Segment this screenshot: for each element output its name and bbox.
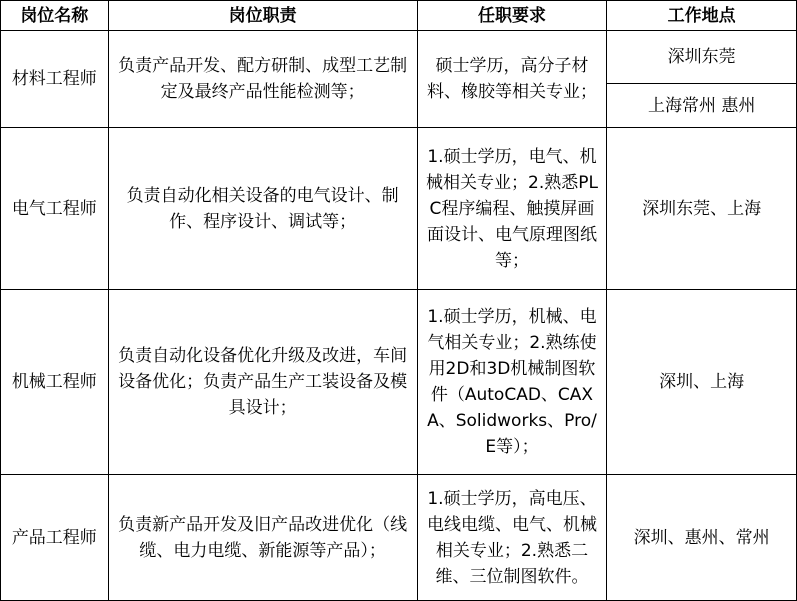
header-requirement: 任职要求 <box>417 1 607 31</box>
job-duty: 负责自动化相关设备的电气设计、制作、程序设计、调试等； <box>108 128 417 290</box>
job-name: 电气工程师 <box>1 128 109 290</box>
header-duty: 岗位职责 <box>108 1 417 31</box>
job-location: 深圳东莞、上海 <box>607 128 797 290</box>
job-duty: 负责自动化设备优化升级及改进，车间设备优化；负责产品生产工装设备及模具设计； <box>108 290 417 475</box>
job-duty: 负责新产品开发及旧产品改进优化（线缆、电力电缆、新能源等产品）； <box>108 475 417 601</box>
job-name: 产品工程师 <box>1 475 109 601</box>
table-row <box>1 31 797 84</box>
job-requirement: 1.硕士学历，高电压、电线电缆、电气、机械相关专业；2.熟悉二维、三位制图软件。 <box>417 475 607 601</box>
job-name: 机械工程师 <box>1 290 109 475</box>
table-row <box>1 128 797 290</box>
job-location: 深圳、惠州、常州 <box>607 475 797 601</box>
job-location: 上海常州 惠州 <box>607 84 797 128</box>
header-location: 工作地点 <box>607 1 797 31</box>
job-name: 材料工程师 <box>1 31 109 128</box>
header-name: 岗位名称 <box>1 1 109 31</box>
job-requirement: 硕士学历，高分子材料、橡胶等相关专业； <box>417 31 607 128</box>
job-location: 深圳、上海 <box>607 290 797 475</box>
header-row <box>1 1 797 31</box>
job-requirement: 1.硕士学历，机械、电气相关专业；2.熟练使用2D和3D机械制图软件（AutoCAD、CAXA、Solidworks、Pro/E等）； <box>417 290 607 475</box>
table-row <box>1 290 797 475</box>
table-row <box>1 475 797 601</box>
job-location: 深圳东莞 <box>607 31 797 84</box>
job-requirement: 1.硕士学历，电气、机械相关专业；2.熟悉PLC程序编程、触摸屏画面设计、电气原理图纸等； <box>417 128 607 290</box>
job-duty: 负责产品开发、配方研制、成型工艺制定及最终产品性能检测等； <box>108 31 417 128</box>
